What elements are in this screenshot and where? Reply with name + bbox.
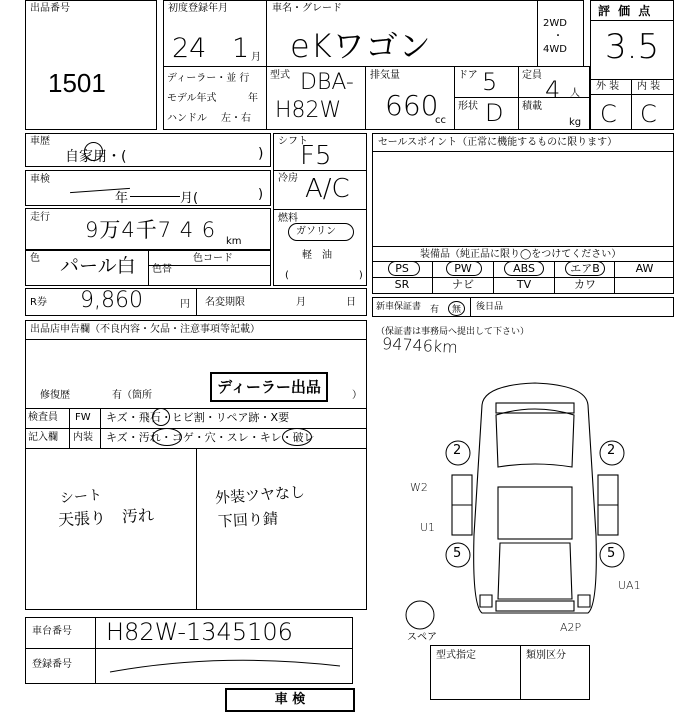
color-code-label: 色コード (193, 253, 233, 264)
doors-label: ドア (458, 70, 478, 81)
type-val-2: H82W (275, 98, 342, 123)
drive-4wd: 4WD (543, 44, 567, 55)
inspection-year: 年 (115, 191, 129, 206)
shape-label: 形状 (458, 101, 478, 112)
equip-tv: TV (516, 278, 532, 291)
mark-ua1: UA1 (618, 579, 641, 592)
fw-items: キズ・飛石・ヒビ割・リペア跡・X要 (106, 411, 290, 424)
reg-label: 初度登録年月 (168, 3, 228, 14)
reg-num-label: 登録番号 (32, 659, 72, 670)
yen-unit: 円 (180, 299, 190, 310)
lot-box (25, 0, 157, 130)
color-val: パール白 (60, 255, 136, 277)
mileage-val: 9万4千7 4 6 (85, 218, 217, 242)
lot-number: 1501 (48, 68, 106, 98)
chassis-val: H82W-1345106 (106, 618, 293, 646)
name-change-label: 名変期限 (205, 297, 245, 308)
tire-fl: 2 (453, 443, 462, 458)
equip-ps: PS (395, 262, 409, 275)
fuel-label: 燃料 (278, 213, 298, 224)
warranty-no-circle (448, 301, 465, 316)
interior-items: キズ・汚れ・コゲ・穴・スレ・キレ・破レ (106, 431, 315, 444)
shift-val: F5 (300, 141, 332, 171)
repair-val: 有（箇所 (112, 390, 152, 401)
inspection-label: 車検 (30, 174, 50, 185)
inspection-month: 月( (180, 191, 199, 206)
note-seat: シート (59, 487, 103, 507)
warranty-yes: 有 (430, 305, 440, 315)
car-label: 車名・グレード (272, 3, 342, 14)
handle-val: 左・右 (221, 113, 251, 124)
equip-ps-circle (388, 261, 420, 276)
fuel-diesel: 軽 油 (302, 250, 332, 261)
load-label: 積載 (522, 101, 542, 112)
car-name: eKワゴン (290, 27, 432, 65)
equip-pw-circle (446, 261, 482, 276)
history-box (25, 133, 271, 167)
shift-label: シフト (278, 136, 308, 147)
score-value: 3.5 (605, 27, 660, 67)
ac-label: 冷房 (278, 173, 298, 184)
spare-tire-circle (406, 601, 434, 629)
recolor-label: 色替 (152, 264, 172, 275)
kg-unit: kg (569, 117, 582, 128)
fuel-gasoline: ガソリン (296, 226, 336, 237)
after-label: 後日品 (476, 302, 504, 312)
equip-label: 装備品（純正品に限り◯をつけてください） (420, 249, 622, 260)
interior-stain-circle (152, 428, 182, 446)
note-under: 下回り錆 (217, 509, 279, 531)
doors-val: 5 (482, 68, 498, 96)
tire-fr: 2 (607, 443, 616, 458)
reg-month-unit: 月 (251, 52, 261, 63)
lot-label: 出品番号 (30, 3, 70, 14)
interior-wear-circle (282, 428, 312, 446)
history-label: 車歴 (30, 136, 50, 147)
exterior-label: 外 装 (596, 81, 620, 92)
displacement-val: 660 (385, 89, 439, 122)
tire-rr: 5 (607, 546, 616, 561)
warranty-label: 新車保証書 (376, 302, 422, 312)
repair-label: 修復歴 (40, 390, 70, 401)
km-unit: km (226, 236, 242, 247)
interior-defect-label: 内装 (73, 432, 93, 443)
note-mileage: 94746km (381, 334, 459, 357)
mark-w2: W2 (410, 481, 428, 494)
name-change-month: 月 (296, 297, 306, 308)
equip-abs: ABS (513, 262, 535, 275)
history-val: 自家用・( (65, 149, 127, 165)
model-year-label: モデル年式 (167, 93, 217, 104)
inspection-close: ) (258, 187, 264, 202)
name-change-day: 日 (346, 297, 356, 308)
dealer-label: ディーラー・並 行 (167, 73, 250, 84)
equip-abs-circle (504, 261, 544, 276)
mileage-label: 走行 (30, 212, 50, 223)
handle-label: ハンドル (167, 113, 207, 124)
seats-val: 4 (545, 76, 561, 104)
score-label: 評 価 点 (598, 4, 653, 18)
color-label: 色 (30, 253, 40, 264)
entry-label: 記入欄 (28, 432, 58, 443)
declaration-title: 出品店申告欄（不良内容・欠品・注意事項等記載） (30, 324, 260, 335)
mark-u1: U1 (420, 521, 436, 534)
note-ceiling: 天張り 汚れ (57, 505, 155, 530)
drive-dot: ・ (553, 31, 563, 42)
fuel-paren: ( ) (285, 270, 363, 281)
warranty-note: （保証書は事務局へ提出して下さい） (376, 327, 530, 337)
spec-label: 型式指定 (436, 650, 476, 661)
reg-month: 1 (232, 33, 250, 64)
recycle-label: R券 (30, 297, 47, 308)
inspection-box (25, 170, 271, 206)
equip-aw: AW (635, 262, 654, 275)
class-label: 類別区分 (526, 650, 566, 661)
recycle-val: 9,860 (80, 288, 143, 313)
drive-2wd: 2WD (543, 18, 567, 29)
interior-grade: C (640, 100, 657, 128)
seats-unit: 人 (570, 88, 580, 99)
cc-unit: cc (435, 115, 446, 126)
ac-val: A/C (305, 174, 350, 204)
equip-pw: PW (454, 262, 472, 275)
reg-num-stroke (100, 650, 350, 680)
equip-navi: ナビ (452, 278, 474, 291)
dealer-stamp: ディーラー出品 (210, 372, 328, 402)
sales-label: セールスポイント（正常に機能するものに限ります） (378, 137, 618, 148)
equip-leather: カワ (574, 278, 596, 291)
tire-rl: 5 (453, 546, 462, 561)
equip-sr: SR (394, 278, 410, 291)
repair-close: ） (352, 390, 362, 401)
shape-val: D (485, 99, 504, 127)
equip-airbag-circle (565, 261, 605, 276)
fw-chip-circle (152, 408, 170, 426)
history-circle (84, 142, 103, 161)
fw-label: FW (75, 412, 91, 423)
spare-label: スペア (407, 632, 437, 643)
type-val-1: DBA- (300, 70, 354, 95)
displacement-label: 排気量 (370, 70, 400, 81)
type-label: 型式 (270, 70, 290, 81)
mark-a2p: A2P (560, 621, 582, 634)
model-year-unit: 年 (248, 93, 258, 104)
chassis-label: 車台番号 (32, 626, 72, 637)
seats-label: 定員 (522, 70, 542, 81)
equip-airbag: エアB (570, 262, 600, 275)
exterior-grade: C (600, 100, 617, 128)
reg-year: 24 (172, 33, 207, 64)
inspector-label: 検査員 (28, 412, 58, 423)
history-close: ) (258, 146, 264, 162)
note-exterior: 外装ツヤなし (214, 482, 306, 508)
warranty-no: 無 (452, 305, 462, 315)
car-diagram (400, 375, 670, 645)
bottom-stamp: 車 検 (225, 688, 355, 712)
interior-label: 内 装 (637, 81, 661, 92)
